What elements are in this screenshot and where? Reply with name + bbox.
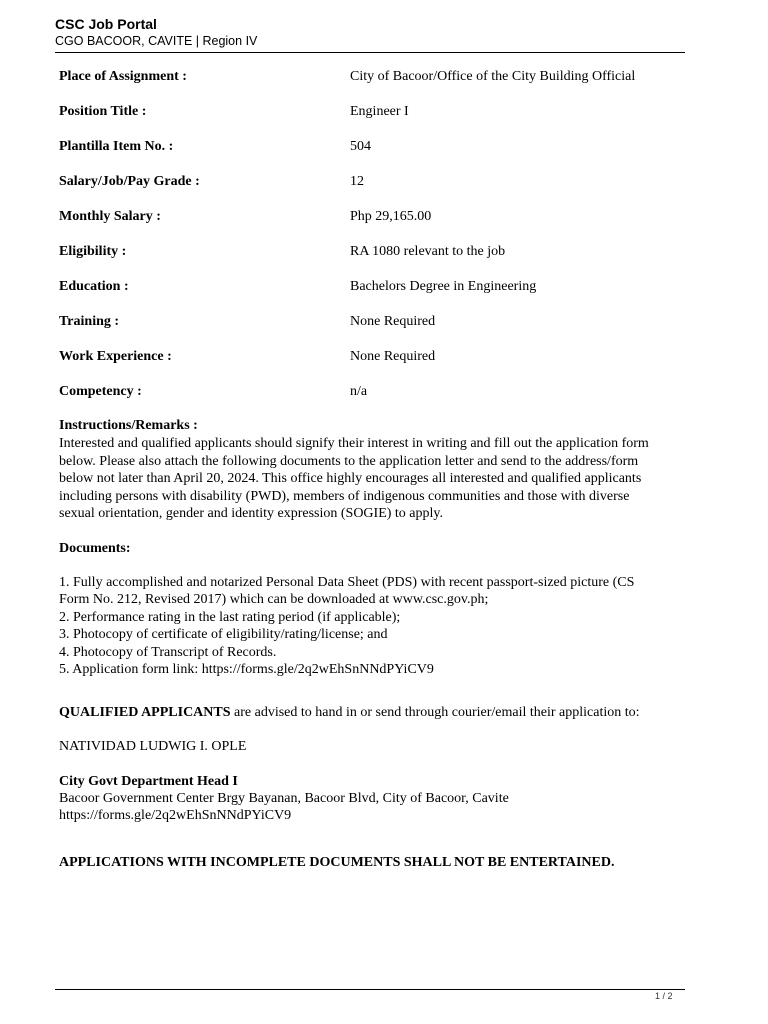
documents-heading: Documents:	[59, 540, 131, 556]
field-value: n/a	[350, 384, 368, 399]
qualified-applicants-rest: are advised to hand in or send through courier/email their application to:	[230, 704, 640, 720]
field-label: Plantilla Item No. :	[59, 139, 174, 154]
incomplete-documents-warning: APPLICATIONS WITH INCOMPLETE DOCUMENTS SHALL NOT BE ENTERTAINED.	[59, 854, 615, 870]
contact-address: Bacoor Government Center Brgy Bayanan, Bacoor Blvd, City of Bacoor, Cavite	[59, 790, 509, 806]
field-value: Php 29,165.00	[350, 209, 432, 224]
field-label: Education :	[59, 279, 129, 294]
footer-divider	[55, 989, 685, 990]
qualified-applicants-bold: QUALIFIED APPLICANTS	[59, 704, 231, 720]
field-label: Competency :	[59, 384, 142, 399]
contact-name: NATIVIDAD LUDWIG I. OPLE	[59, 738, 247, 754]
field-value: RA 1080 relevant to the job	[350, 244, 506, 259]
field-place-of-assignment	[59, 64, 699, 99]
remarks-line: below not later than April 20, 2024. This office highly encourages all interested and qualified applicants	[59, 471, 642, 486]
field-value: City of Bacoor/Office of the City Building Official	[350, 69, 636, 84]
field-label: Eligibility :	[59, 244, 127, 259]
job-details	[59, 64, 699, 414]
remarks-line: below. Please also attach the following documents to the application letter and send to the address/form	[59, 453, 639, 469]
field-position-title	[59, 99, 699, 134]
remarks-line: sexual orientation, gender and identity expression (SOGIE) to apply.	[59, 506, 443, 521]
field-label: Position Title :	[59, 104, 147, 119]
remarks-heading: Instructions/Remarks :	[59, 418, 198, 433]
job-posting-body	[59, 64, 699, 872]
page-number: 1 / 2	[655, 991, 673, 1001]
field-monthly-salary	[59, 204, 699, 239]
remarks-line: including persons with disability (PWD), members of indigenous communities and those with diverse	[59, 488, 630, 504]
office-subtitle: CGO BACOOR, CAVITE | Region IV	[55, 34, 258, 48]
field-label: Training :	[59, 314, 120, 329]
field-value: 12	[350, 174, 364, 189]
documents-list	[59, 574, 699, 679]
field-plantilla-item	[59, 134, 699, 169]
field-value: Bachelors Degree in Engineering	[350, 279, 537, 294]
document-item: 2. Performance rating in the last rating period (if applicable);	[59, 609, 401, 625]
document-item: 5. Application form link: https://forms.gle/2q2wEhSnNNdPYiCV9	[59, 662, 434, 677]
field-label: Place of Assignment :	[59, 69, 187, 84]
field-value: None Required	[350, 314, 436, 329]
remarks-line: Interested and qualified applicants should signify their interest in writing and fill out the application form	[59, 436, 649, 451]
field-eligibility	[59, 239, 699, 274]
field-label: Monthly Salary :	[59, 209, 161, 224]
document-item: 3. Photocopy of certificate of eligibility/rating/license; and	[59, 627, 388, 642]
document-item: Form No. 212, Revised 2017) which can be downloaded at www.csc.gov.ph;	[59, 592, 489, 607]
remarks-text	[59, 435, 699, 523]
qualified-applicants-note	[59, 704, 699, 722]
field-label: Salary/Job/Pay Grade :	[59, 174, 200, 189]
page-header	[55, 15, 685, 49]
document-item: 1. Fully accomplished and notarized Personal Data Sheet (PDS) with recent passport-sized picture (CS	[59, 574, 635, 590]
portal-title: CSC Job Portal	[55, 16, 157, 32]
field-value: 504	[350, 139, 371, 154]
field-salary-grade	[59, 169, 699, 204]
contact-link[interactable]: https://forms.gle/2q2wEhSnNNdPYiCV9	[59, 807, 292, 823]
field-training	[59, 309, 699, 344]
document-item: 4. Photocopy of Transcript of Records.	[59, 644, 277, 660]
field-label: Work Experience :	[59, 349, 172, 364]
contact-position: City Govt Department Head I	[59, 773, 238, 789]
header-divider	[55, 52, 685, 53]
field-value: None Required	[350, 349, 436, 364]
field-work-experience	[59, 344, 699, 379]
field-value: Engineer I	[350, 104, 409, 119]
field-competency	[59, 379, 699, 414]
field-education	[59, 274, 699, 309]
